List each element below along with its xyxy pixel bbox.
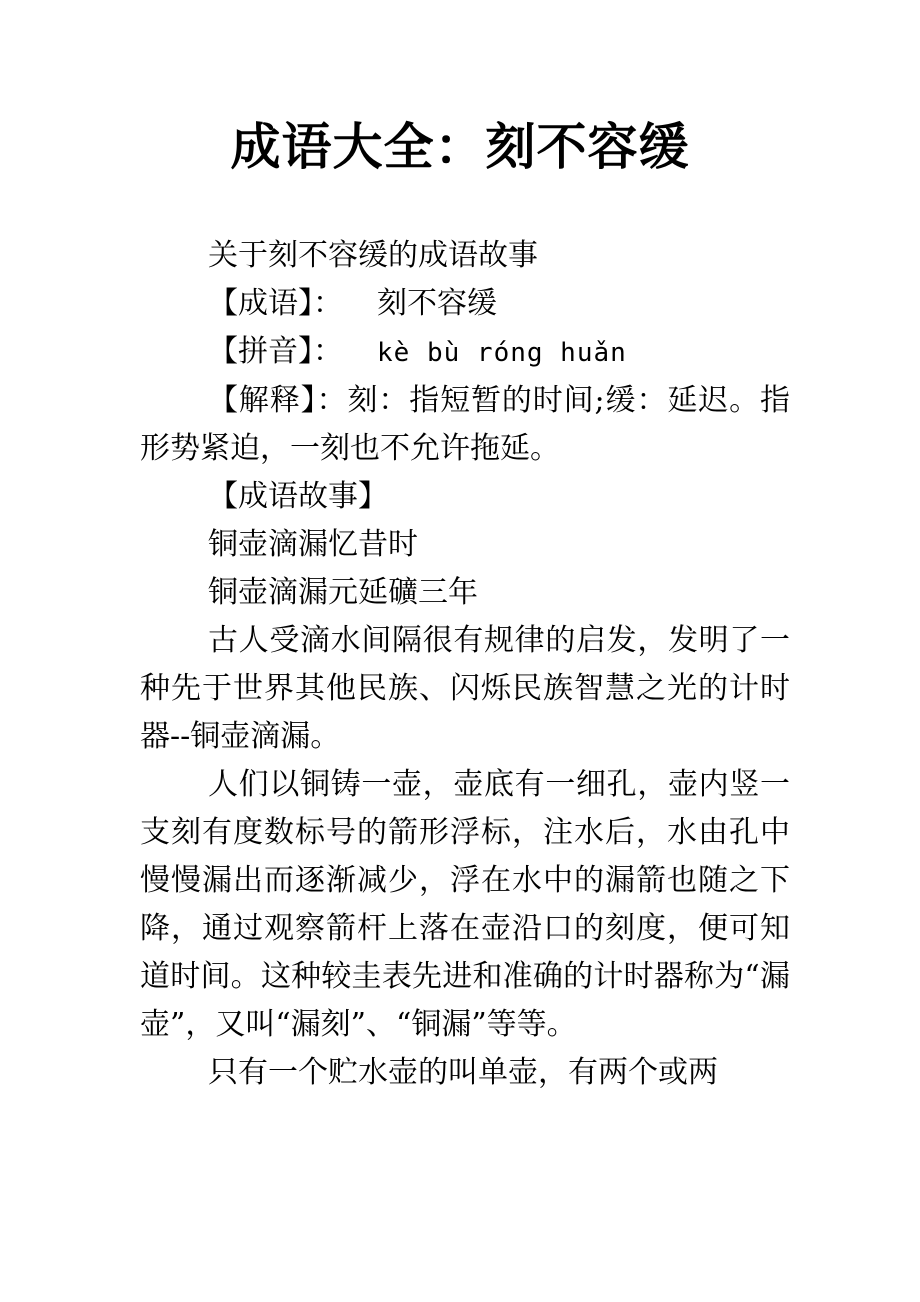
intro-line: 关于刻不容缓的成语故事 xyxy=(208,238,538,273)
story-label: 【成语故事】 xyxy=(208,479,388,514)
explanation-paragraph: 【解释】：刻：指短暂的时间;缓：延迟。指形势紧迫，一刻也不允许拖延。 xyxy=(140,383,790,466)
story-paragraph-1: 古人受滴水间隔很有规律的启发，发明了一种先于世界其他民族、闪烁民族智慧之光的计时器--铜壶滴漏。 xyxy=(140,623,790,754)
page-title: 成语大全：刻不容缓 xyxy=(230,118,690,176)
idiom-label: 【成语】： xyxy=(208,286,343,321)
story-heading-1: 铜壶滴漏忆昔时 xyxy=(208,527,418,562)
pinyin-label: 【拼音】： xyxy=(208,334,343,369)
document-body xyxy=(140,232,790,1097)
pinyin-line xyxy=(140,328,790,377)
story-paragraph-3: 只有一个贮水壶的叫单壶，有两个或两 xyxy=(208,1055,718,1090)
idiom-value: 刻不容缓 xyxy=(377,286,497,321)
pinyin-value: kè bù róng huǎn xyxy=(377,338,627,368)
idiom-line xyxy=(140,280,790,328)
story-heading-2: 铜壶滴漏元延礦三年 xyxy=(208,575,478,610)
story-paragraph-2: 人们以铜铸一壶，壶底有一细孔，壶内竖一支刻有度数标号的箭形浮标，注水后，水由孔中慢慢漏出而逐渐减少，浮在水中的漏箭也随之下降，通过观察箭杆上落在壶沿口的刻度，便可知道时间。这种较圭表先进和准确的计时器称为“漏壶”，又叫“漏刻”、“铜漏”等等。 xyxy=(140,767,790,1042)
